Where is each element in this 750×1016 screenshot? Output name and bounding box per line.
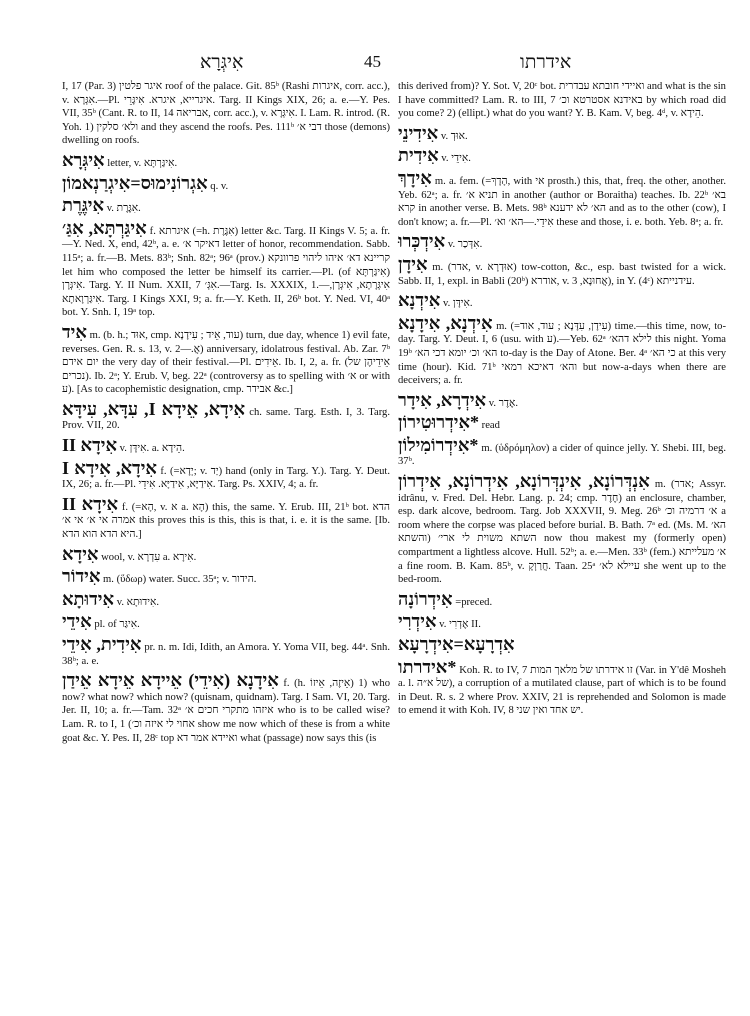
dictionary-entry xyxy=(62,150,390,171)
dictionary-entry xyxy=(398,290,726,311)
entry-definition: v. אִידָּן. xyxy=(443,298,473,310)
dictionary-entry xyxy=(62,173,390,194)
entry-definition: ch. same. Targ. Esth. I, 3. Targ. Prov. VII, 20. xyxy=(62,406,390,432)
entry-definition: letter, v. אִיגַּרְתָּא. xyxy=(107,157,178,169)
right-column xyxy=(398,80,726,720)
entry-definition: f. איגרתא (=h. אִגֶּרֶת) letter &c. Targ. II Kings V. 5; a. fr.—Y. Ned. X, end, 42ᵇ, a. e. דאיקר א׳ letter of honor, recommendation. Sabb. 115ᵃ; a. fr.—B. Mets. 83ᵇ; Snh. 82ᵃ; 96ᵃ (prov.) קריינא דא׳ איהו ליהוי פרוונקא let him who composed the letter be himself its carrier.—Pl. (of אִיגַּרְתָּא) אִיגְּרָן. Targ. Y. II Num. XXII, 7 אִגְּ׳.—Targ. Is. XXXIX, 1.—אִיגְּרָתָא, אִיגְּרָן, אִיגַּרְוָאתָא. Targ. I Kings XXI, 9; a. fr.—Y. Keth. II, 26ᵇ bot. Y. Ned. VI, 40ᵃ bot. Y. Snh. I, 19ᵃ top. xyxy=(62,225,390,319)
entry-definition: v. אִדְּכַר. xyxy=(447,239,483,251)
entry-headword: *אידרתו xyxy=(398,656,457,677)
dictionary-entry xyxy=(62,458,390,492)
dictionary-entry xyxy=(62,611,390,632)
entry-definition: this derived from)? Y. Sot. V, 20ᶜ bot. ואיידי חובתא עבדרית and what is the sin I have committed? Lam. R. to III, 7 באידנא אסטרטא וכ׳ by which road did you come? 2) (ellipt.) what do you want? Y. B. Kam. V, beg. 4ᵈ, v. הֵידָא. xyxy=(398,81,726,120)
entry-definition: m. (ὑδρόμηλον) a cider of quince jelly. Y. Shebi. III, beg. 37ᵇ. xyxy=(398,442,726,468)
dictionary-entry xyxy=(62,544,390,565)
entry-headword: אִיגֶּרֶת xyxy=(62,195,105,216)
dictionary-entry xyxy=(62,634,390,668)
dictionary-entry xyxy=(62,195,390,216)
dictionary-entry xyxy=(398,412,726,433)
running-head xyxy=(0,52,750,74)
entry-definition: m. (אדר; Assyr. idrânu, v. Fred. Del. Hebr. Lang. p. 24; cmp. חֶדֶר) an enclosure, chamber, esp. dark alcove, bedroom. Targ. Job XXXVII, 9. Meg. 26ᵇ א׳ דרמיה וכ׳ a room where the corpse was placed before burial. B. Bath. 7ᵃ ed. (Ms. M. הא׳ השתא משוית לי ארי׳ (והשתא now thou makest my (formerly open) compartment a lightless alcove. Hull. 52ᵇ; a. e.—Men. 33ᵇ (fem.) א׳ מעלייתא a fine room. B. Kam. 85ᵇ, v. חֲרַוְקָ. Taan. 25ᵃ עיילא לא׳ she went up to the bed-room. xyxy=(398,479,727,586)
entry-definition: q. v. xyxy=(210,180,229,192)
entry-headword: אִידְרוֹנָה xyxy=(398,588,453,609)
entry-definition: I, 17 (Par. 3) איגר פלטין roof of the palace. Git. 85ᵇ (Rashi איגרות, corr. acc.), v. אִגְּרָא.—Pl. איגרייא, איגרא. אִיגָּרֵי. Targ. II Kings XIX, 26; a. e.—Y. Pes. VII, 35ᵇ (Cant. R. to II, 14 אבריאה, corr. acc.), v. אִיגְּרָא. I. Lam. R. introd. (R. Yoh. 1) ולא׳ סלקין and they ascend the roofs. Pes. 111ᵇ דבי א׳ those (demons) dwelling on roofs. xyxy=(62,81,391,147)
entry-definition: m. (b. h.; אוּד, cmp. עוד, אֵיד ; עִידָנָא) turn, due day, whence 1) evil fate, reverses. Gen. R. s. 13, v. אֲ.—2) anniversary, idolatrous festival. Ab. Zar. 7ᵇ יום אידם the very day of their festival.—Pl. אֵידִים. Ib. I, 2, a. fr. (אֵידֵיהֶן של נכרים). Ib. 2ᵃ; Y. Erub. V, beg. 22ᵃ (controversy as to spelling with א׳ or with ע). [As to cacophemistic designation, cmp. אבידר &c.] xyxy=(62,329,391,396)
dictionary-entry xyxy=(398,435,726,469)
entry-headword: אִידִית, אִידֵי xyxy=(62,634,142,654)
dictionary-entry xyxy=(62,589,390,610)
dictionary-entry xyxy=(398,657,726,718)
entry-definition: m. (=עִידָן, עִדָּנָא ; עוד, אוד) time.—this time, now, to-day. Targ. Y. Deut. I, 6 (usu. with ע).—Yeb. 62ᵃ לילא דהא׳ this night. Yoma 19ᵇ הא׳ וכ׳ יומא דכי הא׳ to-day is the Day of Atone. Ber. 4ᵃ כי הא׳ at this very time (hour). Kid. 71ᵇ והא׳ דאיכא רמאי but now-a-days when there are deceivers; a. fr. xyxy=(398,320,727,387)
entry-definition: pl. of אִיגַּר. xyxy=(94,619,140,631)
dictionary-entry xyxy=(62,80,390,148)
entry-headword: אִידֵי xyxy=(62,611,92,632)
entry-headword: אִידָנָא (אִידֵי) אֵיידָא אֵידָא אֵידַן xyxy=(62,670,279,691)
entry-headword: *אִידְרוּטִירוֹן xyxy=(398,412,480,433)
dictionary-entry xyxy=(398,611,726,632)
dictionary-entry xyxy=(62,399,390,433)
dictionary-entry xyxy=(398,313,726,388)
entry-headword: אִידְנָא xyxy=(398,290,441,311)
dictionary-entry xyxy=(398,145,726,166)
entry-definition: wool, v. עִדְרָא a. אִירָא. xyxy=(101,551,197,563)
entry-definition: read xyxy=(481,420,500,432)
entry-definition: f. (=יְדָא; v. יַד) hand (only in Targ. Y.). Targ. Y. Deut. IX, 26; a. fr.—Pl. אִידַיָּא, אִידַיָּא. אִידֵי. Targ. Ps. XXIV, 4; a. fr. xyxy=(62,465,391,491)
entry-headword: אִידוּתָא xyxy=(62,588,115,609)
left-column xyxy=(62,80,390,747)
entry-definition: m. (אדר, v. אוּדְרָא) tow-cotton, &c., esp. bast twisted for a wick. Sabb. II, 1, expl. in Babli (20ᵇ) אודרא, v. אֲחוּנָא, 3), in Y. (4ᶜ) עידנייתא. xyxy=(398,261,726,287)
dictionary-entry xyxy=(62,218,390,320)
entry-headword: אִידָן xyxy=(398,253,428,274)
dictionary-entry xyxy=(398,168,726,229)
entry-headword: אִידִית xyxy=(398,145,439,166)
entry-headword: אִידָךְ xyxy=(398,167,432,188)
entry-definition: v. אִידָּן. a. הֵידָא. xyxy=(119,443,185,455)
entry-definition: f. (=הָא, v. א a. הָא) this, the same. Y. Erub. III, 21ᵇ bot. הדא אמרה אי א׳ אי א׳ this proves this is this, this is that, i. e. it is the same. [Ib. היא הדא הוא הדא.] xyxy=(62,501,391,541)
entry-definition: v. אֶדֶר. xyxy=(488,397,518,409)
entry-headword: אִידָא II xyxy=(62,435,118,456)
entry-definition: v. אִידוּתָא. xyxy=(116,596,160,608)
dictionary-entry xyxy=(398,390,726,411)
entry-definition: v. אוּדְ. xyxy=(440,130,468,142)
dictionary-entry xyxy=(398,471,726,587)
entry-headword: *אִידְרוֹמִילוֹן xyxy=(398,434,479,455)
entry-headword: אִידְנָא, אִידָנָא xyxy=(398,312,493,333)
entry-definition: m. (ὕδωρ) water. Succ. 35ᵃ; v. הידור. xyxy=(103,574,257,586)
dictionary-entry xyxy=(62,566,390,587)
running-head-right-word: אידרתו xyxy=(520,52,572,73)
entry-headword: אִידִינֵי xyxy=(398,122,439,143)
dictionary-entry xyxy=(398,254,726,288)
entry-headword: אִידָא, אֵידָא I, עִדָּא, עִידָּא xyxy=(62,398,246,419)
page-number: 45 xyxy=(364,52,381,71)
dictionary-entry xyxy=(62,494,390,542)
entry-headword: אִידְכְּרוּ xyxy=(398,231,446,252)
entry-definition: pr. n. m. Idi, Idith, an Amora. Y. Yoma VII, beg. 44ᵃ. Snh. 38ᵇ; a. e. xyxy=(62,642,390,667)
entry-headword: אִגְרוֹנִימוּס=אִיגְרַנְאמוֹן xyxy=(62,172,208,193)
dictionary-entry xyxy=(398,123,726,144)
entry-headword: אִדְרָעָא=אִידְרָעָא xyxy=(398,634,515,654)
entry-headword: אִיגְּרָא xyxy=(62,149,105,170)
dictionary-entry xyxy=(62,322,390,397)
entry-definition: Koh. R. to IV, 7 זו אידרתו של מלאך המות (Var. in Y'dê Mosheh a. l. של א״ה), a corruption of a mutilated clause, part of which is to be found in Deut. R. s. 2 where Prov. XXIV, 21 is reprehended and Solomon is made to emend it with Koh. IV, 8 יש אחד ואין שני. xyxy=(398,664,726,717)
dictionary-entry xyxy=(398,634,726,655)
dictionary-entry xyxy=(398,231,726,252)
entry-headword: אִידְרָא, אִידָר xyxy=(398,389,487,410)
entry-definition: v. אִגֶּרֶת. xyxy=(106,203,141,215)
dictionary-entry xyxy=(398,589,726,610)
entry-headword: אִידוֹר xyxy=(62,566,101,587)
entry-definition: m. a. fem. (=הָדָךְ, with אי prosth.) this, that, freq. the other, another. Yeb. 62ᵃ; a. fr. תניא א׳ in another (author or Boraitha) teaches. Ib. 22ᵇ בא׳ קרא in another verse. B. Mets. 98ᵇ הא׳ לא ידענא and as to the other (cow), I don't know; a. fr.—Pl. אִידֵי.—הא׳ וא׳ these and those, i. e. both. Yeb. 8ᵃ; a. fr. xyxy=(398,175,727,228)
running-head-left-word: אִיגְּרָא xyxy=(200,52,244,73)
entry-headword: אִיד xyxy=(62,321,87,342)
entry-headword: אִיגַּרְתָּא, אִגַּ׳ xyxy=(62,217,147,238)
entry-definition: v. אֶדְרִי II. xyxy=(439,619,481,631)
entry-headword: אִידָא II xyxy=(62,493,119,514)
dictionary-entry xyxy=(62,435,390,456)
dictionary-entry xyxy=(62,670,390,745)
entry-definition: v. אִידֵי. xyxy=(441,153,471,165)
entry-headword: אִידָא, אִידָא I xyxy=(62,457,157,478)
entry-definition: =preced. xyxy=(455,596,493,608)
dictionary-entry xyxy=(398,80,726,121)
entry-headword: אִידָא xyxy=(62,543,99,564)
entry-headword: אִנְדְּרוֹנָא, אִינְדְּרוֹנָא, אִידְרוֹנָא, אִידְרוֹן xyxy=(398,471,650,492)
entry-headword: אִידְרִי xyxy=(398,611,437,632)
entry-definition: f. (h. אֵיזֶה, אֵיזוֹ) 1) who now? what now? which now? (quisnam, quidnam). Targ. I Sam. VI, 20. Targ. Jer. II, 10; a. fr.—Tam. 32ᵃ איזהו מתקרי חכים א׳ who is to be called wise? Lam. R. to I, 1 (אחוי לי איזה וכ׳ show me now which of these is from a white goat &c. Y. Pes. II, 28ᶜ top ואיידא אמר דא what (passage) now says this (is xyxy=(62,678,391,744)
